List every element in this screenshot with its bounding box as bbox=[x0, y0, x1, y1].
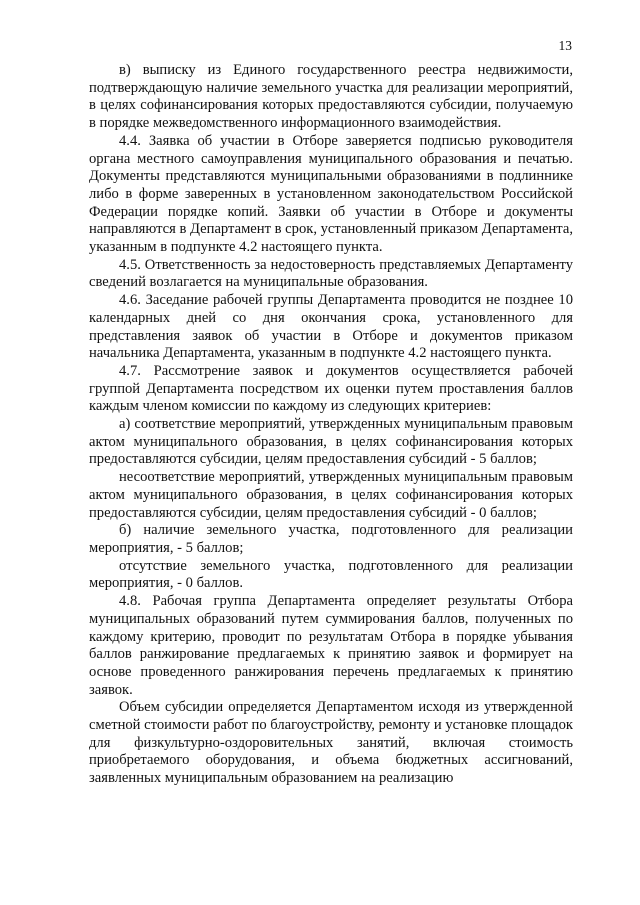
paragraph-4-4: 4.4. Заявка об участии в Отборе заверяется подписью руководителя органа местного самоуправления муниципального образования и печатью. Документы представляются муниципальными образованиями в подлиннике либо в форме заверенных в установленном законодательством Российской Федерации порядке копий. Заявки об участии в Отборе и документы направляются в Департамент в срок, установленный приказом Департамента, указанным в подпункте 4.2 настоящего пункта. bbox=[89, 132, 573, 256]
criterion-a-match: а) соответствие мероприятий, утвержденных муниципальным правовым актом муниципального образования, в целях софинансирования которых предоставляются субсидии, целям предоставления субсидий - 5 баллов; bbox=[89, 416, 573, 468]
paragraph-4-5: 4.5. Ответственность за недостоверность представляемых Департаменту сведений возлагается на муниципальные образования. bbox=[89, 256, 573, 291]
paragraph-4-6: 4.6. Заседание рабочей группы Департамента проводится не позднее 10 календарных дней со дня окончания срока, установленного для представления заявок об участии в Отборе и документов приказом начальника Департамента, указанным в подпункте 4.2 настоящего пункта. bbox=[89, 292, 573, 362]
criterion-b-absent: отсутствие земельного участка, подготовленного для реализации мероприятия, - 0 баллов. bbox=[89, 557, 573, 592]
page-number: 13 bbox=[558, 38, 572, 53]
paragraph-4-7: 4.7. Рассмотрение заявок и документов осуществляется рабочей группой Департамента посредством их оценки путем проставления баллов каждым членом комиссии по каждому из следующих критериев: bbox=[89, 362, 573, 415]
paragraph-4-8: 4.8. Рабочая группа Департамента определяет результаты Отбора муниципальных образований путем суммирования баллов, полученных по каждому критерию, проводит по результатам Отбора в порядке убывания баллов ранжирование предлагаемых к принятию заявок и формирует на основе проведенного ранжирования перечень предлагаемых к принятию заявок. bbox=[89, 593, 573, 698]
paragraph-subsidy-volume: Объем субсидии определяется Департаментом исходя из утвержденной сметной стоимости работ по благоустройству, ремонту и установке площадок для физкультурно-оздоровительных занятий, включая стоимость приобретаемого оборудования, и объема бюджетных ассигнований, заявленных муниципальным образованием на реализацию bbox=[89, 699, 573, 787]
criterion-b-present: б) наличие земельного участка, подготовленного для реализации мероприятия, - 5 баллов; bbox=[89, 522, 573, 556]
paragraph-vypiska: в) выписку из Единого государственного реестра недвижимости, подтверждающую наличие земельного участка для реализации мероприятий, в целях софинансирования которых предоставляются субсидии, получаемую в порядке межведомственного информационного взаимодействия. bbox=[89, 62, 573, 132]
document-body bbox=[89, 62, 573, 788]
criterion-a-mismatch: несоответствие мероприятий, утвержденных муниципальным правовым актом муниципального образования, в целях софинансирования которых предоставляются субсидии, целям предоставления субсидий - 0 баллов; bbox=[89, 469, 573, 521]
